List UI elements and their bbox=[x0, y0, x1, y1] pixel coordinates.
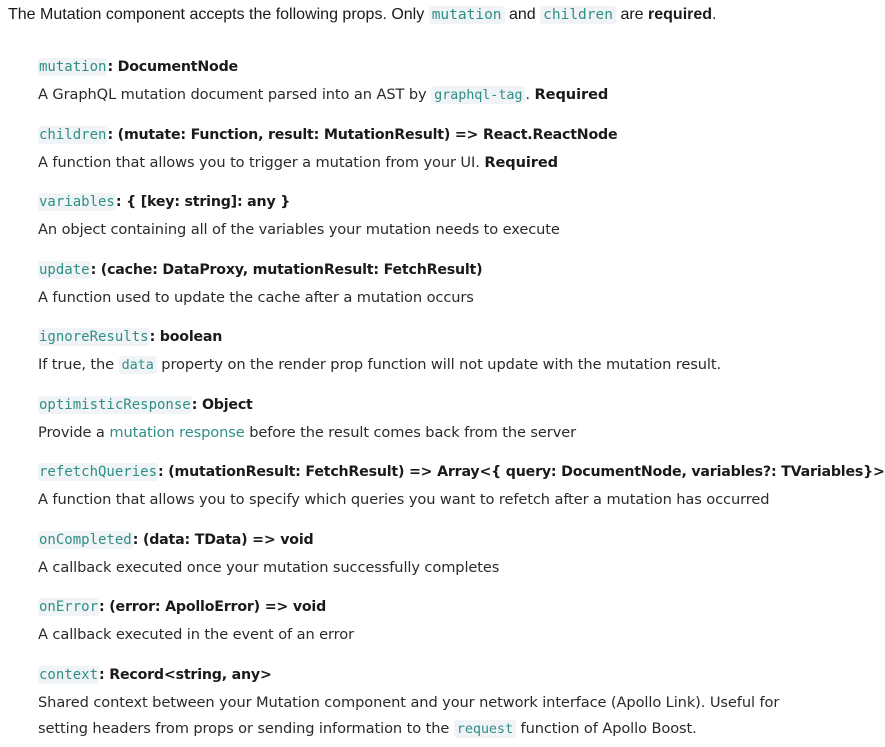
prop-signature: onError: (error: ApolloError) => void bbox=[39, 599, 327, 615]
prop-signature: optimisticResponse: Object bbox=[39, 396, 253, 413]
prop-name: onCompleted bbox=[39, 531, 132, 548]
intro-paragraph bbox=[8, 4, 798, 26]
prop-name: onError bbox=[39, 599, 99, 615]
prop-description bbox=[38, 487, 798, 513]
desc-text-post: function of Apollo Boost. bbox=[520, 719, 697, 737]
prop-description bbox=[38, 420, 798, 446]
prop-signature: update: (cache: DataProxy, mutationResult: FetchResult) bbox=[39, 261, 483, 278]
intro-period: . bbox=[712, 6, 717, 23]
mutation-response-link[interactable]: mutation response bbox=[109, 423, 245, 441]
desc-text: A function that allows you to trigger a mutation from your UI. bbox=[38, 153, 480, 171]
prop-description bbox=[38, 352, 798, 378]
desc-text-post: . bbox=[525, 86, 530, 103]
prop-ignoreResults bbox=[38, 326, 798, 394]
intro-are: are bbox=[620, 6, 644, 23]
prop-context bbox=[38, 664, 798, 737]
prop-description bbox=[38, 285, 798, 311]
prop-children bbox=[38, 124, 798, 192]
intro-and: and bbox=[508, 6, 536, 23]
prop-signature: children: (mutate: Function, result: MutationResult) => React.ReactNode bbox=[39, 126, 618, 143]
desc-code: graphql-tag bbox=[431, 86, 525, 104]
prop-signature: variables: { [key: string]: any } bbox=[39, 194, 291, 210]
props-list bbox=[38, 56, 885, 737]
prop-type: Record<string, any> bbox=[109, 666, 272, 683]
desc-text: If true, the bbox=[38, 356, 115, 373]
prop-signature: mutation: DocumentNode bbox=[39, 59, 238, 75]
desc-text: A callback executed in the event of an error bbox=[38, 626, 354, 643]
desc-text: A callback executed once your mutation successfully completes bbox=[38, 558, 500, 576]
prop-description bbox=[38, 217, 798, 243]
desc-text: A function that allows you to specify which queries you want to refetch after a mutation has occurred bbox=[38, 491, 770, 508]
desc-code: data bbox=[119, 356, 157, 374]
prop-type: (mutate: Function, result: MutationResult) => React.ReactNode bbox=[117, 126, 618, 143]
prop-type: Object bbox=[201, 396, 253, 413]
required-label: Required bbox=[484, 153, 559, 171]
prop-name: variables bbox=[39, 194, 115, 210]
prop-type: { [key: string]: any } bbox=[126, 194, 291, 210]
prop-name: mutation bbox=[39, 59, 107, 75]
prop-type: (cache: DataProxy, mutationResult: FetchResult) bbox=[100, 261, 483, 278]
prop-signature: context: Record<string, any> bbox=[39, 666, 272, 683]
prop-type: DocumentNode bbox=[117, 59, 238, 75]
prop-type: (data: TData) => void bbox=[142, 531, 314, 548]
prop-mutation bbox=[38, 56, 798, 124]
prop-name: context bbox=[39, 666, 99, 683]
prop-variables bbox=[38, 191, 798, 259]
prop-name: children bbox=[39, 126, 107, 143]
prop-name: optimisticResponse bbox=[39, 396, 191, 413]
desc-text: Shared context between your Mutation component and your network interface (Apollo Link). Useful for setting headers from props or sending information to the bbox=[38, 693, 780, 737]
prop-name: refetchQueries bbox=[39, 464, 158, 480]
intro-code-mutation: mutation bbox=[429, 6, 505, 24]
prop-onError bbox=[38, 596, 798, 664]
prop-update bbox=[38, 259, 798, 327]
prop-type: boolean bbox=[159, 329, 223, 345]
desc-text: Provide a bbox=[38, 423, 105, 441]
desc-text: A function used to update the cache after a mutation occurs bbox=[38, 288, 474, 306]
intro-prefix: The Mutation component accepts the following props. Only bbox=[8, 6, 425, 23]
desc-text-post: before the result comes back from the server bbox=[249, 423, 577, 441]
prop-signature: ignoreResults: boolean bbox=[39, 329, 223, 345]
prop-optimisticResponse bbox=[38, 394, 798, 462]
prop-description bbox=[38, 555, 798, 581]
desc-text-post: property on the render prop function will not update with the mutation result. bbox=[161, 356, 721, 373]
prop-signature: refetchQueries: (mutationResult: FetchResult) => Array<{ query: DocumentNode, variables?: TVariables}> bbox=[39, 464, 885, 480]
prop-refetchQueries bbox=[38, 461, 885, 529]
prop-description bbox=[38, 82, 798, 108]
desc-text: An object containing all of the variables your mutation needs to execute bbox=[38, 221, 560, 238]
prop-type: (error: ApolloError) => void bbox=[109, 599, 327, 615]
desc-code: request bbox=[454, 720, 516, 738]
prop-name: ignoreResults bbox=[39, 329, 149, 345]
prop-name: update bbox=[39, 261, 90, 278]
intro-required: required bbox=[648, 6, 713, 23]
intro-code-children: children bbox=[540, 6, 616, 24]
prop-signature: onCompleted: (data: TData) => void bbox=[39, 531, 314, 548]
desc-text: A GraphQL mutation document parsed into an AST by bbox=[38, 86, 427, 103]
prop-onCompleted bbox=[38, 529, 798, 597]
required-label: Required bbox=[534, 86, 609, 103]
prop-type: (mutationResult: FetchResult) => Array<{ query: DocumentNode, variables?: TVariables}> bbox=[168, 464, 885, 480]
prop-description bbox=[38, 150, 798, 176]
prop-description bbox=[38, 690, 798, 742]
prop-description bbox=[38, 622, 798, 648]
